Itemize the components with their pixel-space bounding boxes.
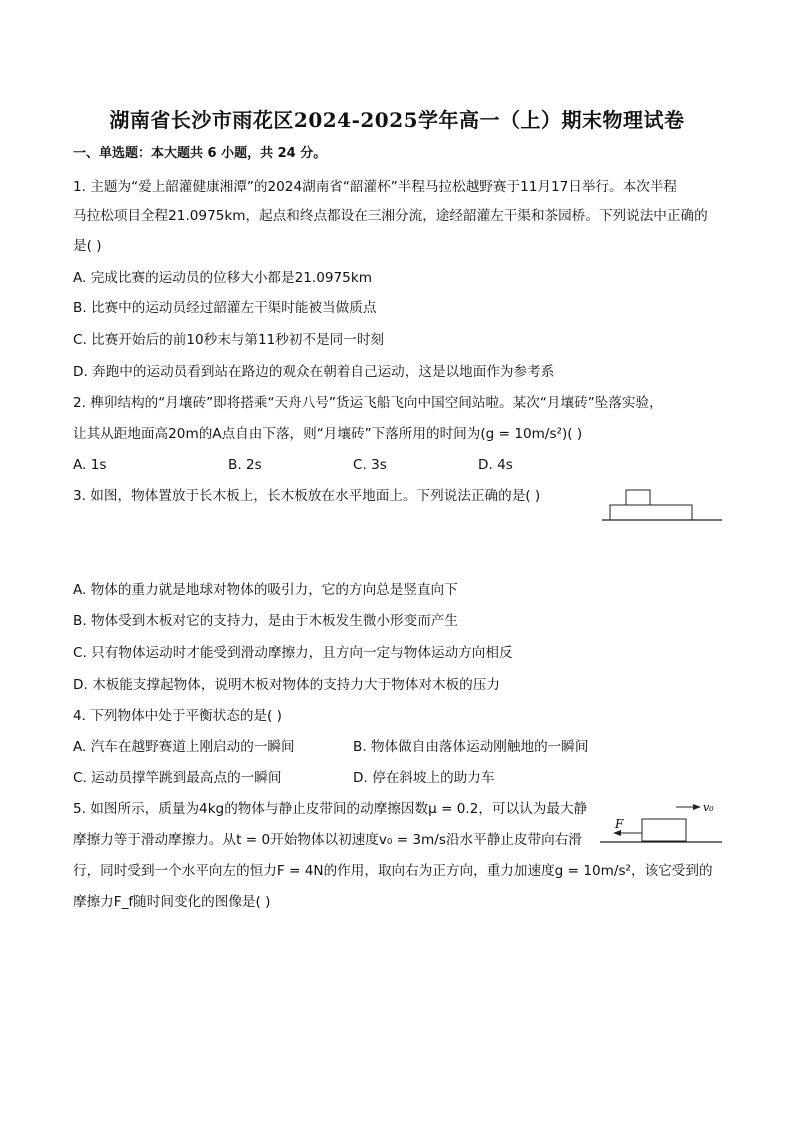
q1-line3: 是( ): [73, 238, 102, 254]
q4-line1: 4. 下列物体中处于平衡状态的是( ): [73, 708, 282, 724]
block-on-board: [626, 490, 650, 505]
block-on-belt: [642, 819, 686, 841]
q5-line2: 摩擦力等于滑动摩擦力。从t = 0开始物体以初速度v₀ = 3m/s沿水平静止皮带向右滑: [73, 832, 582, 848]
q2-line2: 让其从距地面高20m的A点自由下落，则“月壤砖”下落所用的时间为(g = 10m/s²)( ): [73, 426, 583, 442]
label-v0: v₀: [703, 801, 714, 814]
q2-option-d: D. 4s: [478, 457, 513, 473]
q1-option-d: D. 奔跑中的运动员看到站在路边的观众在朝着自己运动，这是以地面作为参考系: [73, 364, 555, 380]
q4-option-d: D. 停在斜坡上的助力车: [353, 770, 495, 786]
q4-option-a: A. 汽车在越野赛道上刚启动的一瞬间: [73, 739, 295, 755]
q3-option-a: A. 物体的重力就是地球对物体的吸引力，它的方向总是竖直向下: [73, 582, 458, 598]
page-title: 湖南省长沙市雨花区2024-2025学年高一（上）期末物理试卷: [109, 108, 685, 132]
q5-belt-figure: [598, 797, 724, 849]
q4-option-c: C. 运动员撑竿跳到最高点的一瞬间: [73, 770, 282, 786]
q3-board-figure: [600, 484, 724, 526]
q1-option-b: B. 比赛中的运动员经过韶灌左干渠时能被当做质点: [73, 300, 377, 316]
q4-option-b: B. 物体做自由落体运动刚触地的一瞬间: [353, 739, 589, 755]
q1-line1: 1. 主题为“爱上韶灌健康湘潭”的2024湖南省“韶灌杯”半程马拉松越野赛于11月17日举行。本次半程: [73, 179, 678, 195]
q1-option-c: C. 比赛开始后的前10秒末与第11秒初不是同一时刻: [73, 332, 385, 348]
q2-line1: 2. 榫卯结构的“月壤砖”即将搭乘“天舟八号”货运飞船飞向中国空间站啦。某次“月壤砖”坠落实验，: [73, 395, 663, 411]
section-header: 一、单选题：本大题共 6 小题，共 24 分。: [73, 146, 327, 161]
q5-line4: 摩擦力F_f随时间变化的图像是( ): [73, 894, 271, 910]
q2-option-a: A. 1s: [73, 457, 107, 473]
label-F: F: [615, 817, 624, 831]
q3-option-b: B. 物体受到木板对它的支持力，是由于木板发生微小形变而产生: [73, 613, 458, 629]
q5-line1: 5. 如图所示，质量为4kg的物体与静止皮带间的动摩擦因数μ = 0.2，可以认为最大静: [73, 801, 588, 817]
q1-option-a: A. 完成比赛的运动员的位移大小都是21.0975km: [73, 270, 372, 286]
q2-option-b: B. 2s: [228, 457, 262, 473]
q1-line2: 马拉松项目全程21.0975km，起点和终点都设在三湘分流，途经韶灌左干渠和茶园桥。下列说法中正确的: [73, 208, 708, 224]
q3-option-d: D. 木板能支撑起物体，说明木板对物体的支持力大于物体对木板的压力: [73, 677, 500, 693]
q5-line3: 行，同时受到一个水平向左的恒力F = 4N的作用，取向右为正方向，重力加速度g = 10m/s²，该它受到的: [73, 863, 713, 879]
q3-option-c: C. 只有物体运动时才能受到滑动摩擦力，且方向一定与物体运动方向相反: [73, 645, 513, 661]
long-board: [610, 505, 692, 520]
q2-option-c: C. 3s: [353, 457, 387, 473]
q3-line1: 3. 如图，物体置放于长木板上，长木板放在水平地面上。下列说法正确的是( ): [73, 488, 541, 504]
